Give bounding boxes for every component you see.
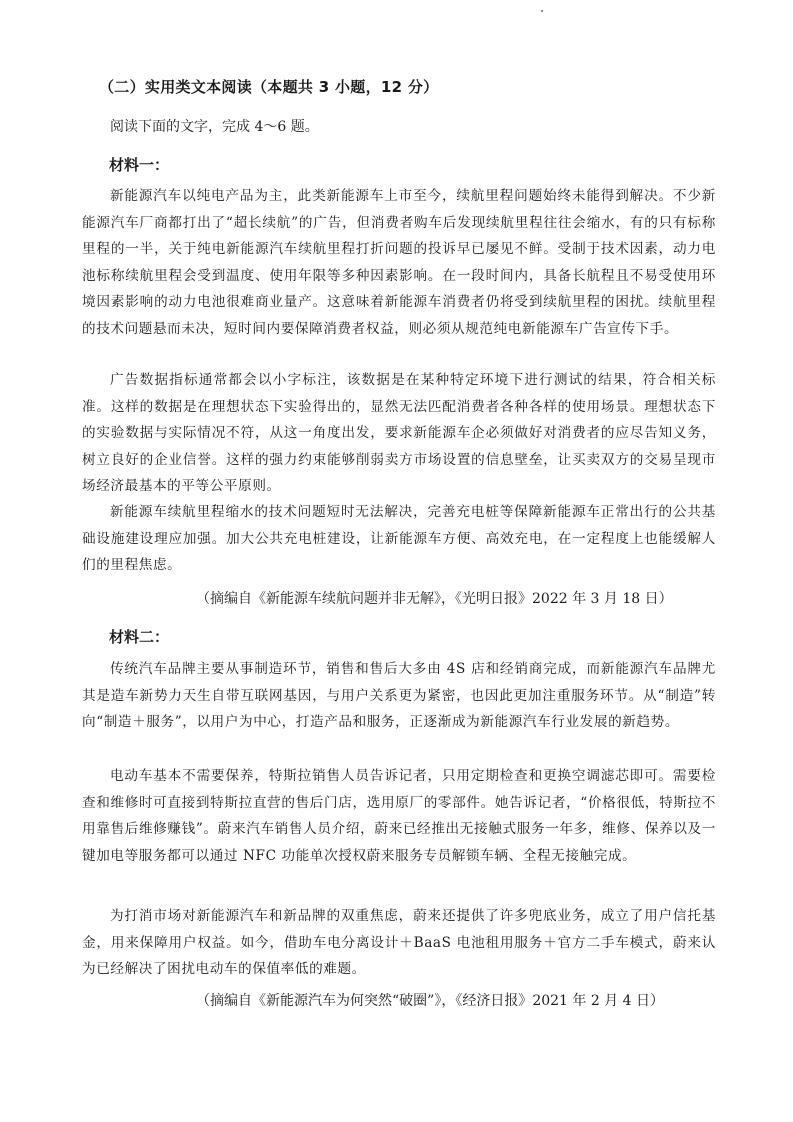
material-1-paragraph-3: 新能源车续航里程缩水的技术问题短时无法解决，完善充电桩等保障新能源车正常出行的公共基础设施建设理应加强。加大公共充电桩建设，让新能源车方便、高效充电，在一定程度上也能缓解人们的里程焦虑。 xyxy=(82,504,716,573)
section-title: （二）实用类文本阅读（本题共 3 小题，12 分） xyxy=(99,78,439,96)
material-2-paragraph-3: 为打消市场对新能源汽车和新品牌的双重焦虑，蔚来还提供了许多兜底业务，成立了用户信托基金，用来保障用户权益。如今，借助车电分离设计＋BaaS 电池租用服务＋官方二手车模式，蔚来认为已经解决了困扰电动车的保值率低的难题。 xyxy=(82,908,716,977)
material-2-paragraph-2: 电动车基本不需要保养，特斯拉销售人员告诉记者，只用定期检查和更换空调滤芯即可。需要检查和维修时可直接到特斯拉直营的售后门店，选用原厂的零部件。她告诉记者，“价格很低，特斯拉不用靠售后维修赚钱”。蔚来汽车销售人员介绍，蔚来已经推出无接触式服务一年多，维修、保养以及一键加电等服务都可以通过 NFC 功能单次授权蔚来服务专员解锁车辆、全程无接触完成。 xyxy=(82,768,716,864)
material-2-paragraph-1: 传统汽车品牌主要从事制造环节，销售和售后大多由 4S 店和经销商完成，而新能源汽车品牌尤其是造车新势力天生自带互联网基因，与用户关系更为紧密，也因此更加注重服务环节。从“制造”转向“制造＋服务”，以用户为中心，打造产品和服务，正逐渐成为新能源汽车行业发展的新趋势。 xyxy=(82,661,716,730)
material-1-source: （摘编自《新能源车续航问题并非无解》，《光明日报》2022 年 3 月 18 日） xyxy=(196,591,673,607)
material-1-heading: 材料一： xyxy=(109,156,170,174)
reading-instruction: 阅读下面的文字，完成 4～6 题。 xyxy=(110,119,319,135)
material-2-source: （摘编自《新能源汽车为何突然“破圈”》，《经济日报》2021 年 2 月 4 日） xyxy=(196,993,665,1009)
material-1-paragraph-2: 广告数据指标通常都会以小字标注，该数据是在某种特定环境下进行测试的结果，符合相关标准。这样的数据是在理想状态下实验得出的，显然无法匹配消费者各种各样的使用场景。理想状态下的实验数据与实际情况不符，从这一角度出发，要求新能源车企必须做好对消费者的应尽告知义务，树立良好的企业信誉。这样的强力约束能够削弱卖方市场设置的信息壁垒，让买卖双方的交易呈现市场经济最基本的平等公平原则。 xyxy=(82,372,716,494)
material-1-paragraph-1: 新能源汽车以纯电产品为主，此类新能源车上市至今，续航里程问题始终未能得到解决。不少新能源汽车厂商都打出了“超长续航”的广告，但消费者购车后发现续航里程往往会缩水，有的只有标称里程的一半，关于纯电新能源汽车续航里程打折问题的投诉早已屡见不鲜。受制于技术因素，动力电池标称续航里程会受到温度、使用年限等多种因素影响。在一段时间内，具备长航程且不易受使用环境因素影响的动力电池很难商业量产。这意味着新能源车消费者仍将受到续航里程的困扰。续航里程的技术问题悬而未决，短时间内要保障消费者权益，则必须从规范纯电新能源车广告宣传下手。 xyxy=(82,188,716,337)
scan-dot xyxy=(541,10,543,12)
material-2-heading: 材料二： xyxy=(109,628,170,646)
